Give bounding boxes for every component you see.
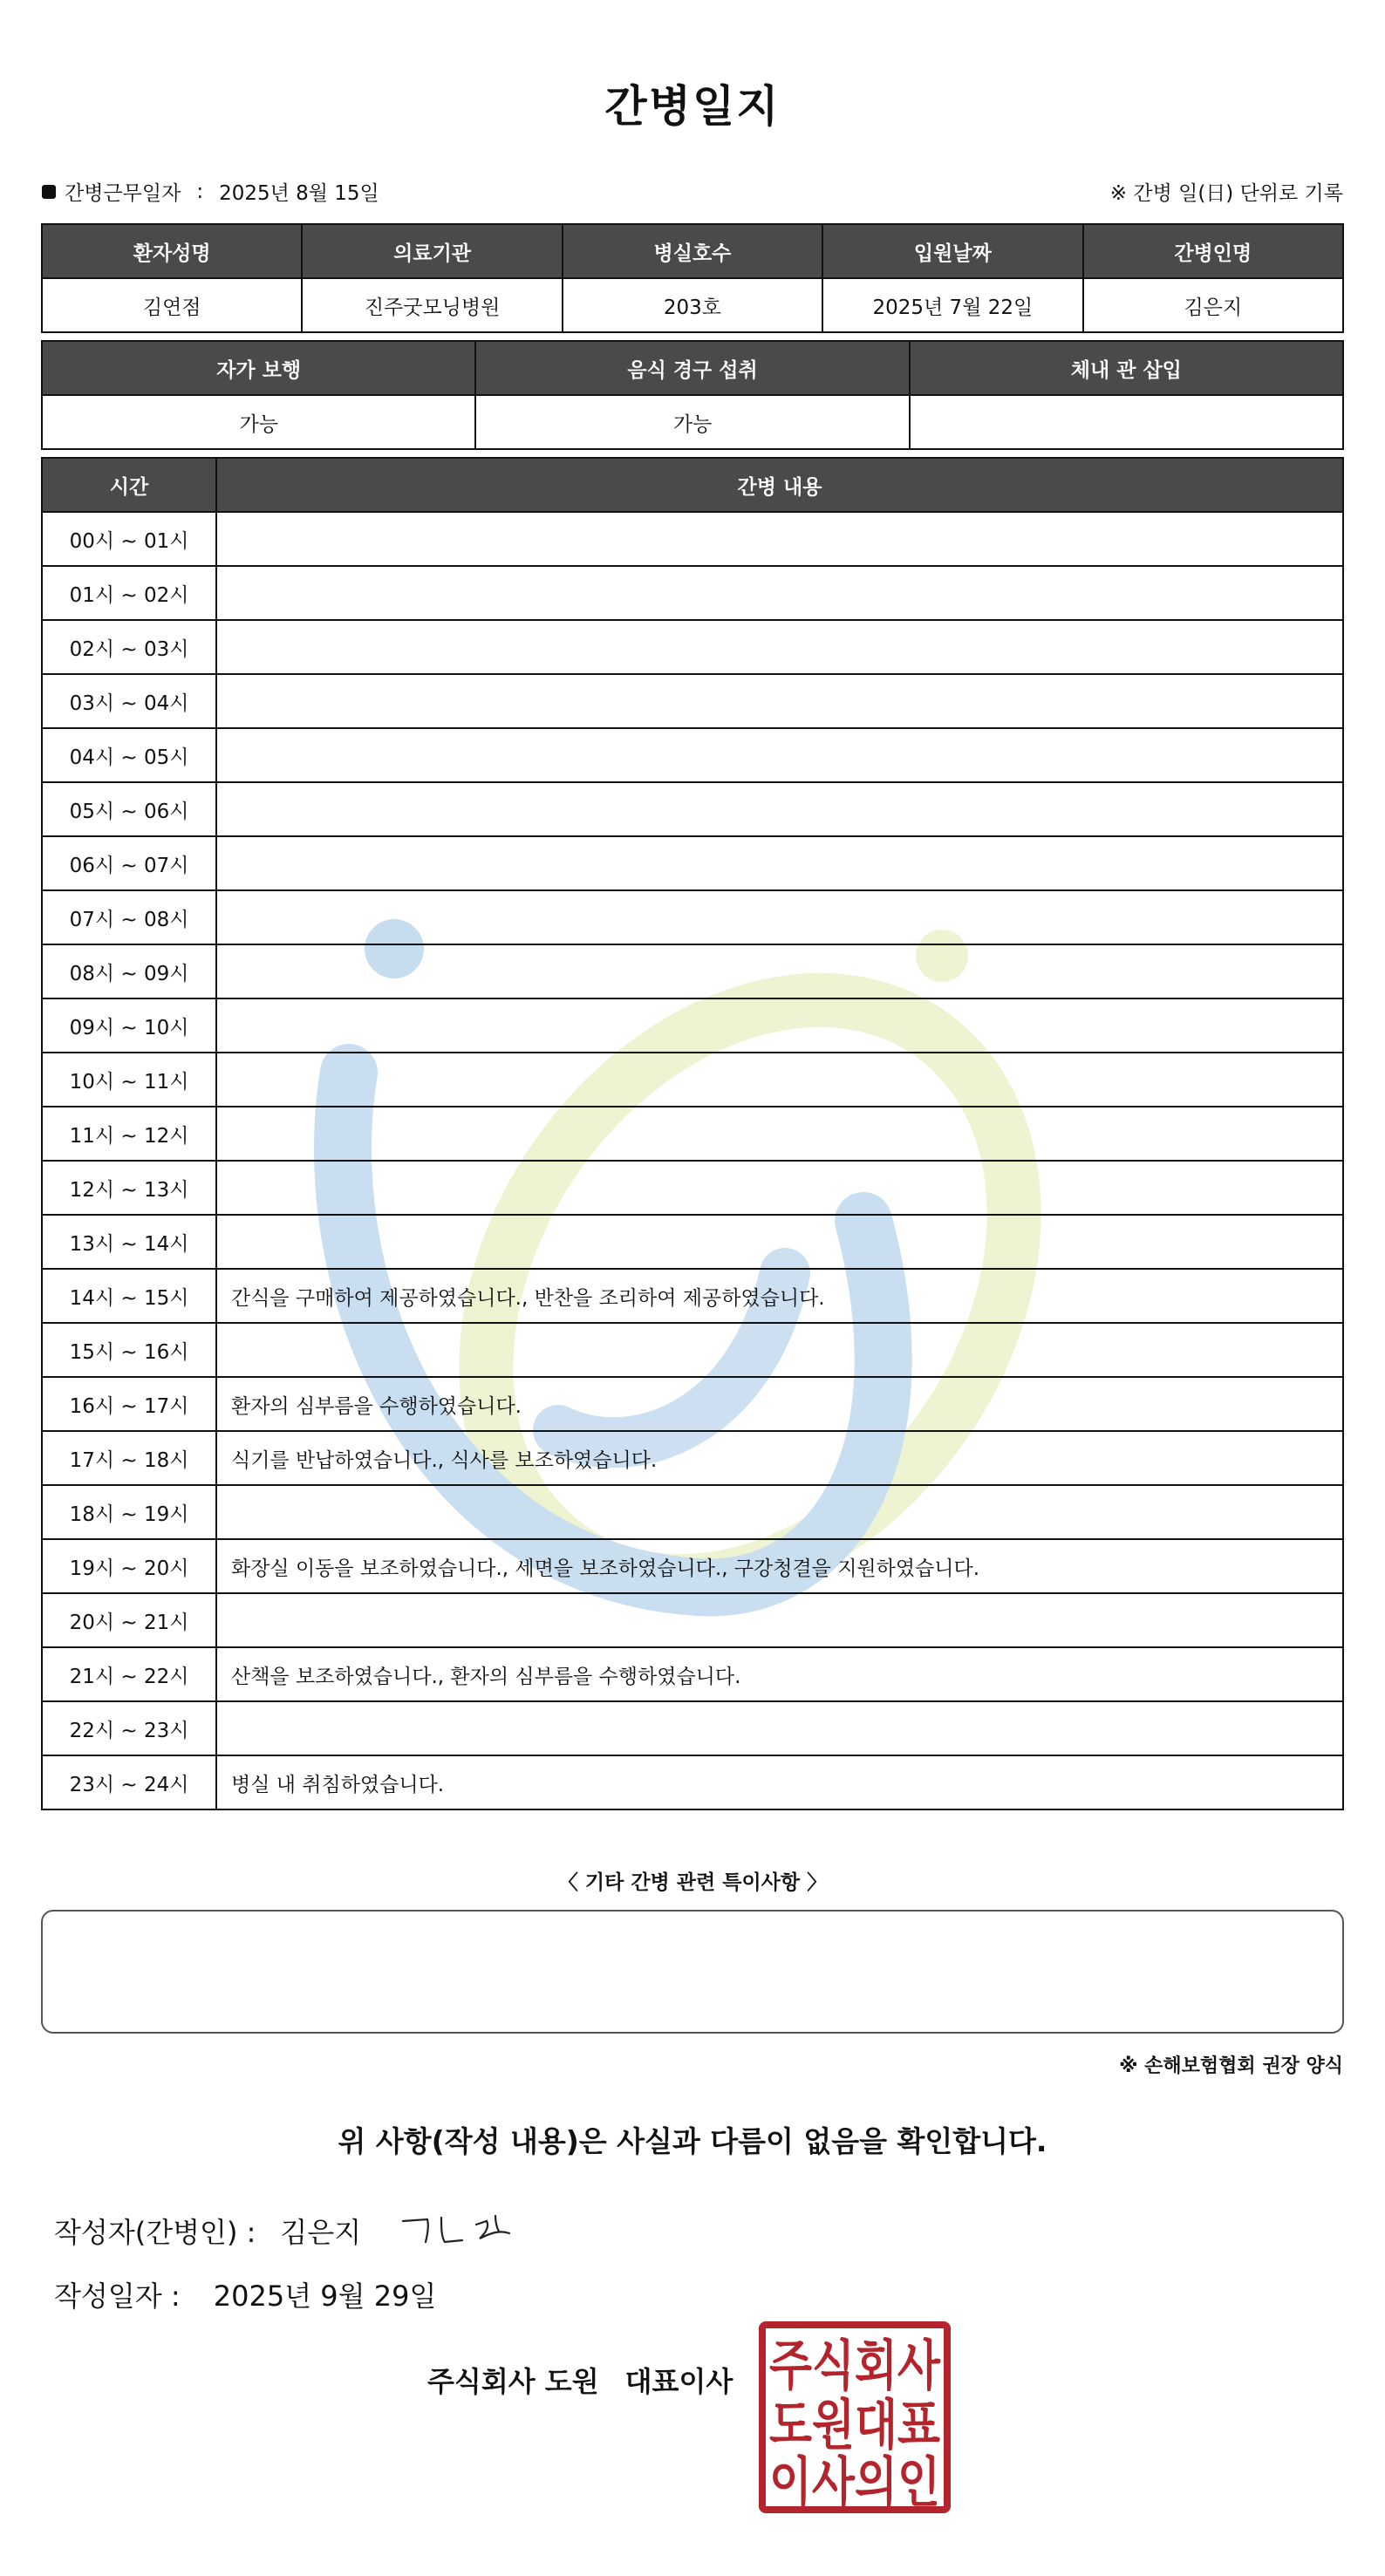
handwritten-signature [396,2209,527,2252]
author-label: 작성자(간병인) : [54,2216,256,2249]
care-log-time: 17시 ~ 18시 [42,1431,216,1485]
care-log-row [42,1539,1343,1593]
work-date-label: 간병근무일자 [65,182,181,205]
care-log-rows [42,512,1343,1809]
care-log-time: 13시 ~ 14시 [42,1215,216,1269]
care-log-time: 11시 ~ 12시 [42,1107,216,1161]
header-care-content: 간병 내용 [216,458,1343,512]
care-log-time: 10시 ~ 11시 [42,1053,216,1107]
care-log-content [216,566,1343,620]
care-log-row [42,782,1343,836]
care-log-content: 산책을 보조하였습니다., 환자의 심부름을 수행하였습니다. [216,1647,1343,1701]
care-log-content: 병실 내 취침하였습니다. [216,1755,1343,1809]
work-date-separator: : [196,180,204,203]
care-log-row [42,620,1343,674]
care-log-time: 00시 ~ 01시 [42,512,216,566]
header-caregiver-name: 간병인명 [1083,224,1343,278]
author-row [54,2209,527,2252]
care-log-time: 16시 ~ 17시 [42,1377,216,1431]
header-patient-name: 환자성명 [42,224,302,278]
care-log-time: 15시 ~ 16시 [42,1323,216,1377]
tube-insertion-value [910,395,1343,449]
care-log-content [216,1323,1343,1377]
care-log-table [41,457,1344,1810]
care-log-row [42,1755,1343,1809]
care-log-row [42,512,1343,566]
care-log-row [42,1323,1343,1377]
care-log-row [42,1107,1343,1161]
care-log-time: 19시 ~ 20시 [42,1539,216,1593]
room-number: 203호 [563,278,822,332]
care-log-time: 02시 ~ 03시 [42,620,216,674]
care-log-content: 환자의 심부름을 수행하였습니다. [216,1377,1343,1431]
header-admission-date: 입원날짜 [822,224,1082,278]
care-log-content [216,1161,1343,1215]
form-source-note: ※ 손해보험협회 권장 양식 [1119,2055,1343,2077]
care-log-time: 09시 ~ 10시 [42,998,216,1053]
work-date-value: 2025년 8월 15일 [219,182,379,205]
written-date-row [54,2274,436,2314]
care-log-row [42,1701,1343,1755]
care-log-content [216,1593,1343,1647]
confirmation-statement: 위 사항(작성 내용)은 사실과 다름이 없음을 확인합니다. [338,2124,1047,2158]
care-log-time: 03시 ~ 04시 [42,674,216,728]
care-log-content: 화장실 이동을 보조하였습니다., 세면을 보조하였습니다., 구강청결을 지원하였습니다. [216,1539,1343,1593]
care-log-time: 12시 ~ 13시 [42,1161,216,1215]
care-log-row [42,998,1343,1053]
care-log-time: 06시 ~ 07시 [42,836,216,890]
care-log-content [216,728,1343,782]
care-log-row [42,1215,1343,1269]
care-log-row [42,1647,1343,1701]
care-log-row [42,890,1343,944]
page-title: 간병일지 [604,81,781,132]
care-log-content [216,782,1343,836]
care-log-content [216,512,1343,566]
care-log-content: 간식을 구매하여 제공하였습니다., 반찬을 조리하여 제공하였습니다. [216,1269,1343,1323]
header-room-number: 병실호수 [563,224,822,278]
care-log-content [216,1107,1343,1161]
header-tube-insertion: 체내 관 삽입 [910,341,1343,395]
care-log-row [42,1593,1343,1647]
care-log-time: 22시 ~ 23시 [42,1701,216,1755]
care-log-content [216,674,1343,728]
care-log-time: 20시 ~ 21시 [42,1593,216,1647]
care-log-content [216,998,1343,1053]
written-date-value: 2025년 9월 29일 [213,2280,437,2313]
care-log-row [42,1485,1343,1539]
care-log-time: 07시 ~ 08시 [42,890,216,944]
company-signature-line [427,2360,733,2400]
care-log-row [42,728,1343,782]
care-log-row [42,836,1343,890]
seal-line-1: 주식회사 [769,2334,941,2397]
care-log-time: 18시 ~ 19시 [42,1485,216,1539]
special-notes-box [41,1910,1344,2034]
care-log-time: 04시 ~ 05시 [42,728,216,782]
care-log-content [216,890,1343,944]
care-log-content [216,1215,1343,1269]
hospital-name: 진주굿모닝병원 [302,278,562,332]
seal-line-3: 이사의인 [769,2450,940,2514]
square-bullet-icon [42,185,56,199]
care-log-row [42,566,1343,620]
care-log-row [42,1053,1343,1107]
care-log-content [216,1485,1343,1539]
patient-status-table [41,340,1344,450]
care-log-row [42,944,1343,998]
care-log-row [42,1161,1343,1215]
care-log-time: 14시 ~ 15시 [42,1269,216,1323]
care-log-row [42,1269,1343,1323]
work-date-group [42,177,379,206]
care-log-row [42,674,1343,728]
special-notes-title: 〈 기타 간병 관련 특이사항 〉 [557,1871,828,1894]
patient-info-table [41,223,1344,333]
patient-name: 김연점 [42,278,302,332]
company-name: 주식회사 도원 [427,2365,599,2398]
header-hospital: 의료기관 [302,224,562,278]
care-log-content [216,1701,1343,1755]
header-self-walking: 자가 보행 [42,341,475,395]
self-walking-value: 가능 [42,395,475,449]
care-log-time: 01시 ~ 02시 [42,566,216,620]
record-unit-note: ※ 간병 일(日) 단위로 기록 [1109,182,1343,205]
care-log-content [216,836,1343,890]
written-date-label: 작성일자 : [54,2280,181,2313]
admission-date: 2025년 7월 22일 [822,278,1082,332]
meta-row [42,177,1343,208]
care-log-content [216,1053,1343,1107]
oral-intake-value: 가능 [475,395,909,449]
care-log-time: 21시 ~ 22시 [42,1647,216,1701]
care-log-row [42,1431,1343,1485]
seal-line-2: 도원대표 [769,2393,941,2457]
care-log-content [216,620,1343,674]
care-log-time: 08시 ~ 09시 [42,944,216,998]
care-log-content [216,944,1343,998]
company-seal-stamp [757,2320,952,2515]
representative-title: 대표이사 [624,2365,733,2398]
care-log-content: 식기를 반납하였습니다., 식사를 보조하였습니다. [216,1431,1343,1485]
care-log-row [42,1377,1343,1431]
care-log-time: 23시 ~ 24시 [42,1755,216,1809]
caregiver-name: 김은지 [1083,278,1343,332]
author-name: 김은지 [280,2216,362,2249]
care-log-time: 05시 ~ 06시 [42,782,216,836]
header-time: 시간 [42,458,216,512]
header-oral-intake: 음식 경구 섭취 [475,341,909,395]
